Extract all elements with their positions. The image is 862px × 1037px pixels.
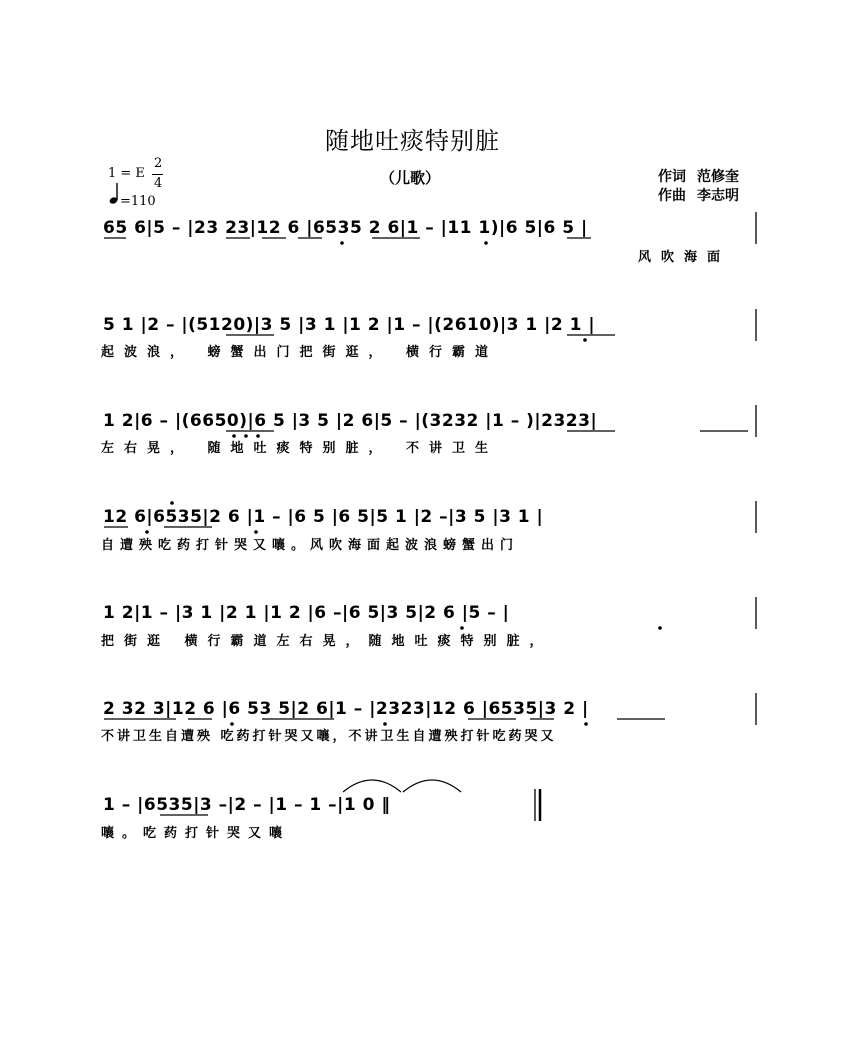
time-signature-numerator: 2: [154, 156, 163, 171]
composer-name: 李志明: [697, 188, 739, 204]
notation-line-5: 1 2|1 – |3 1 |2 1 |1 2 |6 –|6 5|3 5|2 6 |5 – |: [103, 603, 510, 623]
lyricist-label: 作词: [658, 169, 686, 185]
tempo-marking: =110: [120, 194, 156, 209]
notation-line-6: 2 32 3|12 6 |6 53 5|2 6|1 – |2323|12 6 |6535|3 2 |: [103, 699, 589, 719]
lyricist-name: 范修奎: [697, 169, 739, 185]
time-signature-denominator: 4: [154, 176, 163, 191]
subtitle: （儿歌）: [380, 169, 441, 187]
notation-line-1: 65 6|5 – |23 23|12 6 |6535 2 6|1 – |11 1)|6 5|6 5 |: [103, 218, 588, 238]
notation-line-3: 1 2|6 – |(6650)|6 5 |3 5 |2 6|5 – |(3232 |1 – )|2323|: [103, 411, 598, 431]
notation-line-4: 12 6|6535|2 6 |1 – |6 5 |6 5|5 1 |2 –|3 5 |3 1 |: [103, 507, 544, 527]
lyric-line-2: 起波浪， 螃蟹出门把街逛， 横行霸道: [101, 345, 499, 360]
key-signature: 1 = E: [108, 166, 145, 181]
notation-line-2: 5 1 |2 – |(5120)|3 5 |3 1 |1 2 |1 – |(2610)|3 1 |2 1 |: [103, 315, 596, 335]
lyric-line-4: 自遭殃吃药打针哭又嚷。风吹海面起波浪螃蟹出门: [101, 538, 520, 553]
lyric-line-7: 嚷。吃药打针哭又嚷: [101, 826, 291, 841]
lyric-line-5: 把街逛 横行霸道左右晃，随地吐痰特别脏，: [101, 634, 553, 649]
lyric-line-3: 左右晃， 随地吐痰特别脏， 不讲卫生: [101, 441, 499, 456]
composer-label: 作曲: [658, 188, 686, 204]
notation-line-7: 1 – |6535|3 –|2 – |1 – 1 –|1 0 ‖: [103, 795, 391, 815]
lyric-line-6: 不讲卫生自遭殃 吃药打针哭又嚷，不讲卫生自遭殃打针吃药哭又: [101, 729, 557, 744]
lyric-line-1: 风吹海面: [638, 250, 731, 265]
song-title: 随地吐痰特别脏: [325, 127, 500, 155]
